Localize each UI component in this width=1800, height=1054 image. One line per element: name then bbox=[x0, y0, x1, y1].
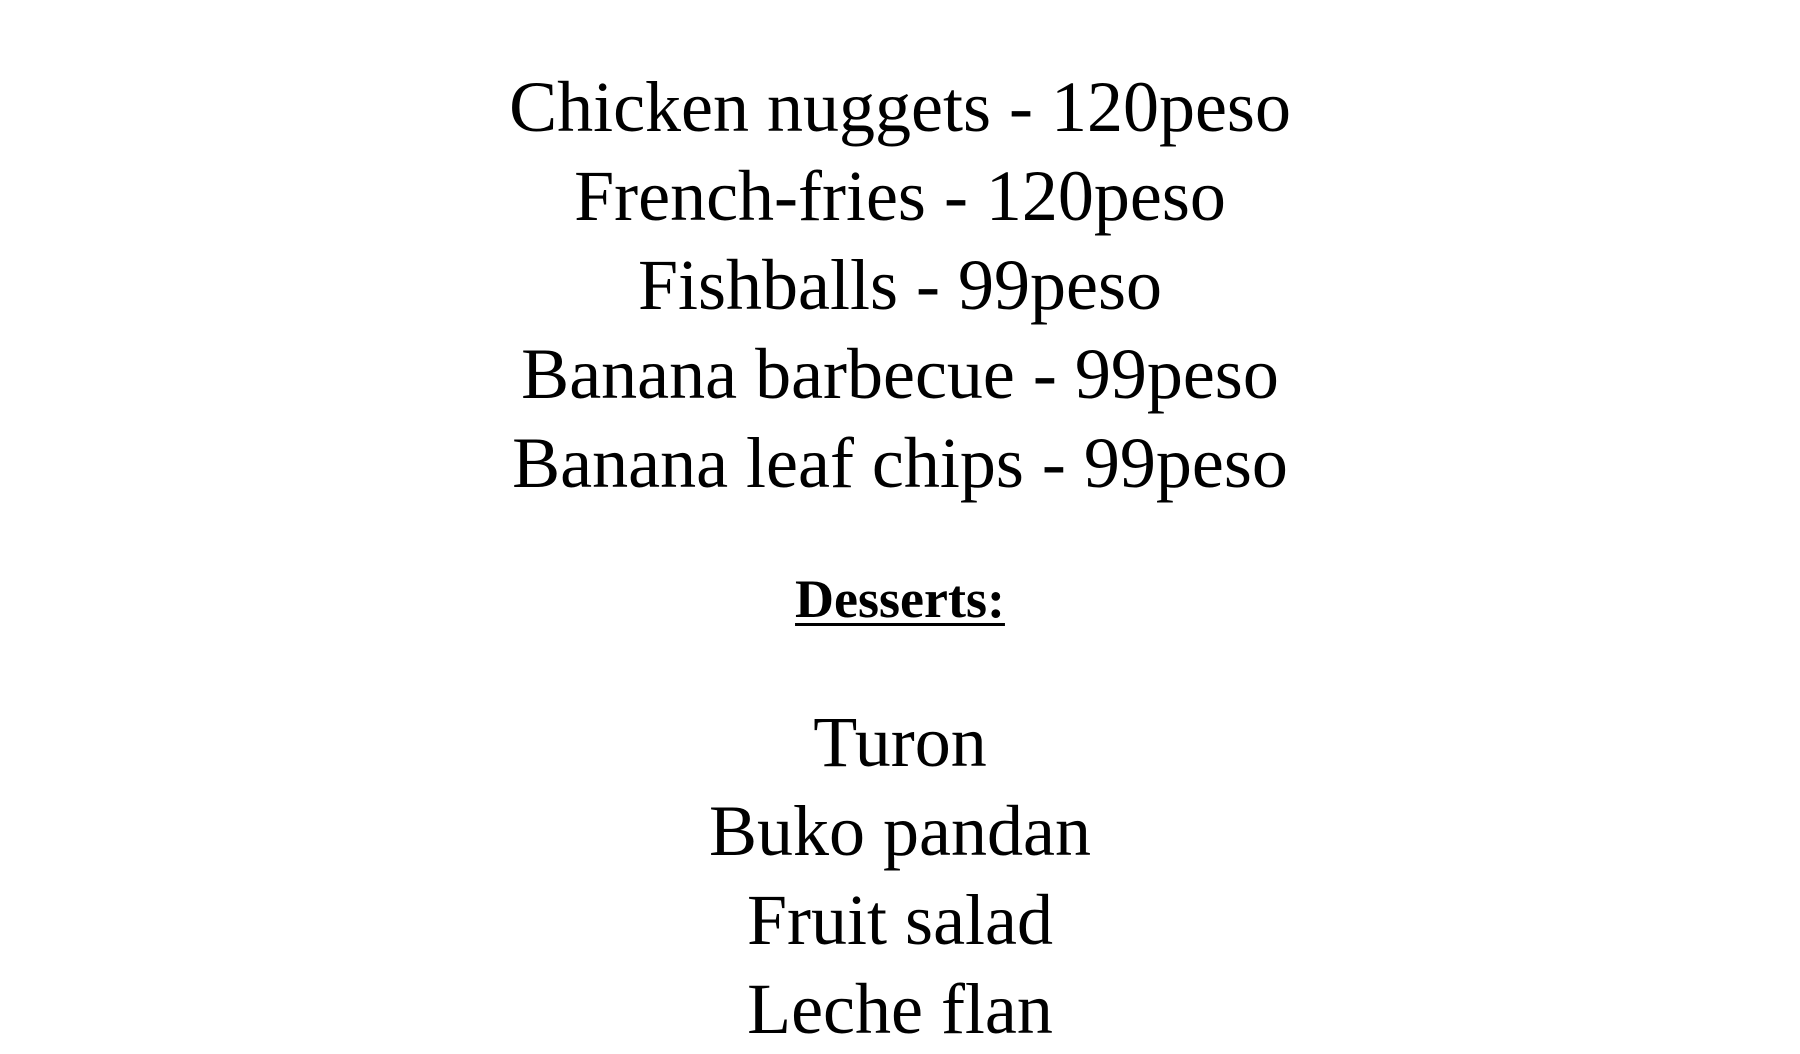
menu-item-fishballs: Fishballs - 99peso bbox=[637, 245, 1162, 325]
dessert-item-buko-pandan: Buko pandan bbox=[709, 791, 1091, 871]
menu-item-french-fries: French-fries - 120peso bbox=[574, 156, 1226, 236]
desserts-heading-text: Desserts: bbox=[795, 569, 1005, 629]
menu-item-banana-barbecue: Banana barbecue - 99peso bbox=[521, 334, 1279, 414]
desserts-list bbox=[0, 698, 1800, 1054]
menu-item-banana-leaf-chips: Banana leaf chips - 99peso bbox=[512, 423, 1288, 503]
menu-item-chicken-nuggets: Chicken nuggets - 120peso bbox=[509, 67, 1291, 147]
dessert-item-fruit-salad: Fruit salad bbox=[747, 880, 1053, 960]
dessert-item-leche-flan: Leche flan bbox=[747, 969, 1053, 1049]
desserts-heading bbox=[0, 566, 1800, 632]
dessert-item-turon: Turon bbox=[813, 702, 987, 782]
snacks-list bbox=[0, 63, 1800, 508]
